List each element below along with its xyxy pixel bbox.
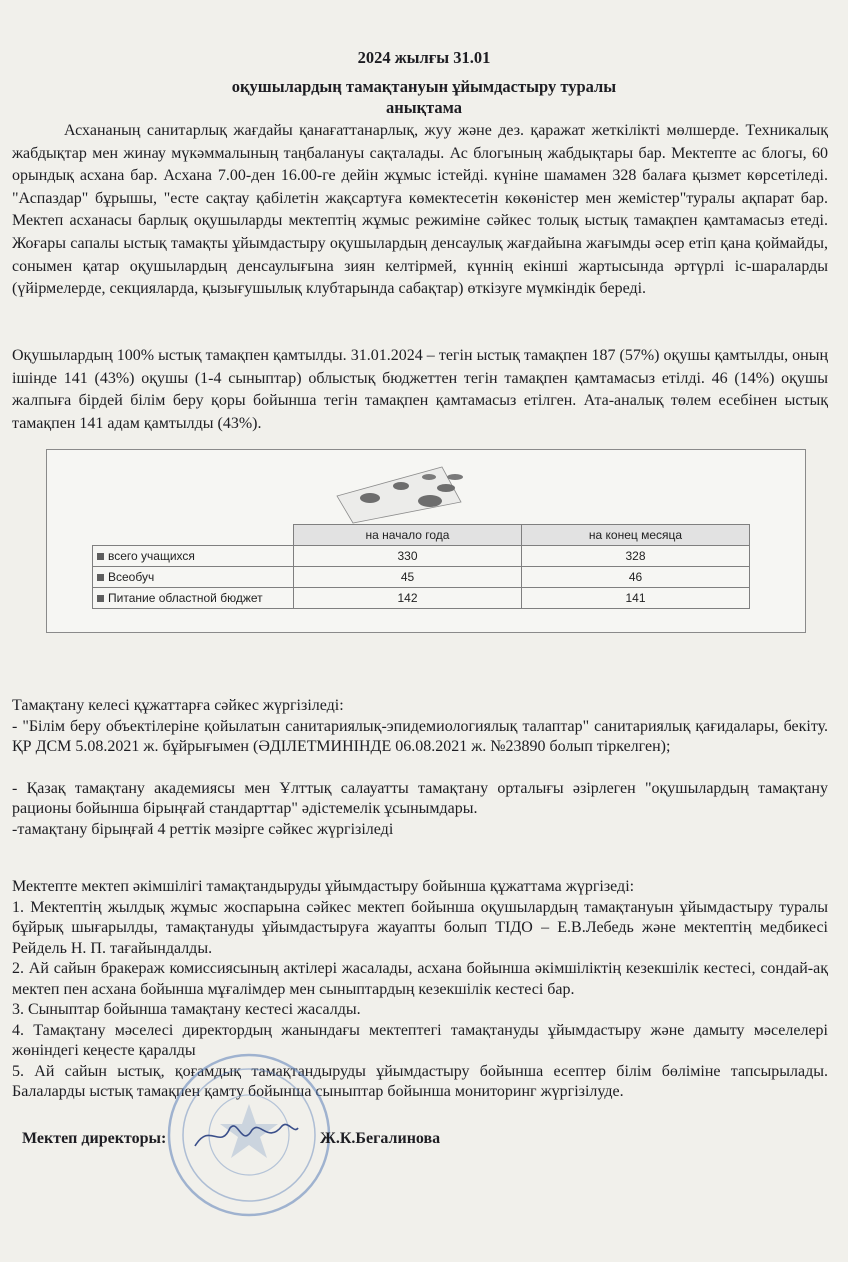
row-label xyxy=(93,588,294,609)
legend-swatch xyxy=(97,553,104,560)
table-cell: 45 xyxy=(294,567,522,588)
list-item: 1. Мектептің жылдық жұмыс жоспарына сәйкес мектеп бойынша оқушылардың тамақтануын ұйымдастыру туралы бұйрық шығарылды, тамақтануды ұйымдастыруға жауапты болып ТІДО – Е.В.Лебедь және мектептің медбикесі Рейдель Н. П. тағайындалды. xyxy=(12,898,828,957)
table-row xyxy=(93,567,750,588)
chart-mark xyxy=(447,474,463,480)
table-cell: 330 xyxy=(294,546,522,567)
row-label-text: Питание областной бюджет xyxy=(108,591,263,605)
chart-mark xyxy=(393,482,409,490)
row-label-text: Всеобуч xyxy=(108,570,155,584)
intro-paragraph: Асхананың санитарлық жағдайы қанағаттанарлық, жуу және дез. қаражат жеткілікті мөлшерде. Техникалық жабдықтар мен жинау мүкәммалының таңбалануы сақталады. Ас блогының жабдықтары бар. Мектепте ас блогы, 60 орындық асхана бар. Асхана 7.00-ден 16.00-ге дейін жұмыс істейді. күніне шамамен 328 балаға қызмет көрсетіледі. "Аспаздар" бұрышы, "есте сақтау қабілетін жақсартуға көмектесетін көкөністер мен жемістер"туралы ақпарат бар. Мектеп асханасы барлық оқушыларды мектептің жұмыс режиміне сәйкес толық ыстық тамақпен қамтамасыз етеді. Жоғары сапалы ыстық тамақты ұйымдастыру оқушылардың денсаулық жағдайына жағымды әсер етіп қана қоймайды, сонымен қатар оқушылардың денсаулығына зиян келтірмей, күннің екінші жартысында әртүрлі іс-шараларды (үйірмелерде, секцияларда, қызығушылық клубтарында сабақтар) өткізуге мүмкіндік береді. xyxy=(12,122,828,298)
table-row xyxy=(93,588,750,609)
legend-swatch xyxy=(97,574,104,581)
signature-position: Мектеп директоры: xyxy=(22,1130,167,1147)
list-item: - Қазақ тамақтану академиясы мен Ұлттық салауатты тамақтану орталығы әзірлеген "оқушылардың тамақтану рационы бойынша бірыңғай стандарттар" әдістемелік ұсынымдары. xyxy=(12,779,828,817)
date-line: 2024 жылғы 31.01 xyxy=(357,48,491,67)
chart-mark xyxy=(418,495,442,507)
chart-plane xyxy=(337,467,461,523)
table-cell: 141 xyxy=(522,588,750,609)
documents-intro: Тамақтану келесі құжаттарға сәйкес жүргізіледі: xyxy=(12,697,344,714)
list-item: - "Білім беру объектілеріне қойылатын санитариялық-эпидемиологиялық талаптар" санитариялық қағидалары, бекіту. ҚР ДСМ 5.08.2021 ж. бұйрығымен (ӘДІЛЕТМИНІНДЕ 06.08.2021 ж. №23890 болып тіркелген); xyxy=(12,717,828,755)
signature-icon xyxy=(190,1116,300,1156)
legend-swatch xyxy=(97,595,104,602)
table-corner xyxy=(93,525,294,546)
chart-panel xyxy=(46,449,806,633)
admin-section xyxy=(12,877,828,1103)
list-item: 3. Сыныптар бойынша тамақтану кестесі жасалды. xyxy=(12,1001,361,1018)
documents-section xyxy=(12,696,828,840)
chart-mark xyxy=(437,484,455,492)
chart-mark xyxy=(422,474,436,480)
table-cell: 328 xyxy=(522,546,750,567)
list-item: -тамақтану бірыңғай 4 реттік мәзірге сәйкес жүргізіледі xyxy=(12,820,394,838)
row-label-text: всего учащихся xyxy=(108,549,195,563)
coverage-paragraph: Оқушылардың 100% ыстық тамақпен қамтылды. 31.01.2024 – тегін ыстық тамақпен 187 (57%) оқушы қамтылды, оның ішінде 141 (43%) оқушы (1-4 сыныптар) облыстық бюджеттен тегін тамақпен қамтамасыз етілді. 46 (14%) оқушы жалпыға бірдей білім беру қоры бойынша тегін тамақпен қамтамасыз етілген. Ата-аналық төлем есебінен ыстық тамақпен 141 адам қамтылды (43%). xyxy=(12,347,828,432)
table-row xyxy=(93,546,750,567)
data-table xyxy=(92,524,750,609)
table-cell: 46 xyxy=(522,567,750,588)
document-subtitle: анықтама xyxy=(385,98,463,117)
table-cell: 142 xyxy=(294,588,522,609)
list-item: 5. Ай сайын ыстық, қоғамдық тамақтандыруды ұйымдастыру бойынша есептер білім бөліміне тапсырылады. Балаларды ыстық тамақпен қамту бойынша сыныптар бойынша мониторинг жүргізілуде. xyxy=(12,1062,828,1100)
row-label xyxy=(93,567,294,588)
row-label xyxy=(93,546,294,567)
document-title: оқушылардың тамақтануын ұйымдастыру туралы xyxy=(231,77,617,96)
column-header: на конец месяца xyxy=(522,525,750,546)
column-header: на начало года xyxy=(294,525,522,546)
list-item: 4. Тамақтану мәселесі директордың жанындағы мектептегі тамақтануды ұйымдастыру және дамыту мәселелері жөніндегі кеңесте қаралды xyxy=(12,1021,828,1059)
signature-name: Ж.К.Бегалинова xyxy=(320,1130,441,1147)
table-header-row xyxy=(93,525,750,546)
list-item: 2. Ай сайын бракераж комиссиясының актілері жасалады, асхана бойынша әкімшіліктің кезекшілік кестесі, сондай-ақ мектеп пен асхана бойынша мұғалімдер мен сыныптардың кезекшілік кестесі бар. xyxy=(12,960,828,998)
chart-mark xyxy=(360,493,380,503)
admin-intro: Мектепте мектеп әкімшілігі тамақтандыруды ұйымдастыру бойынша құжаттама жүргізеді: xyxy=(12,878,635,895)
